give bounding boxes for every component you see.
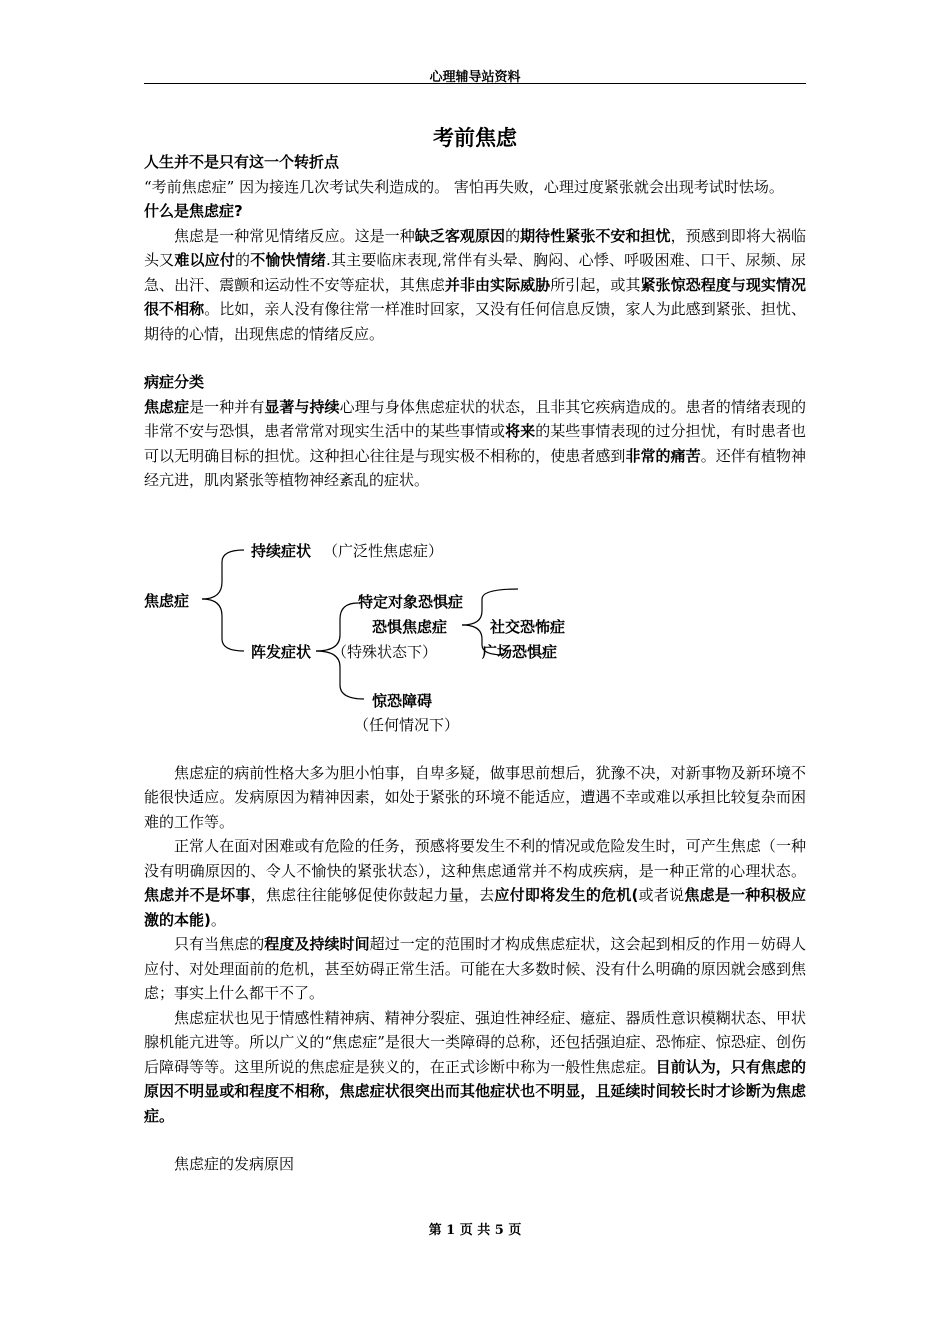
page-header: 心理辅导站资料	[429, 70, 521, 85]
document-title: 考前焦虑	[433, 126, 517, 150]
diagram-panic-disorder: 惊恐障碍	[372, 691, 433, 710]
paragraph-exam-anxiety: “考前焦虑症” 因为接连几次考试失利造成的。 害怕再失败，心理过度紧张就会出现考试时怯场。	[144, 177, 784, 196]
diagram-agoraphobia: 广场恐惧症	[482, 642, 558, 661]
paragraph-classification: 焦虑症是一种并有显著与持续心理与身体焦虑症状的状态，且非其它疾病造成的。患者的情绪表现的非常不安与恐惧，患者常常对现实生活中的某些事情或将来的某些事情表现的过分担忧，有时患者也可以无明确目标的担忧。这种担心往往是与现实极不相称的，使患者感到非常的痛苦。还伴有植物神经亢进，肌肉紧张等植物神经紊乱的症状。	[144, 397, 806, 489]
header-rule	[144, 83, 806, 84]
diagram-panic-note: （任何情况下）	[354, 715, 460, 734]
paragraph-broad-definition: 焦虑症状也见于情感性精神病、精神分裂症、强迫性神经症、癔症、器质性意识模糊状态、甲状腺机能亢进等。所以广义的“焦虑症”是很大一类障碍的总称，还包括强迫症、恐怖症、惊恐症、创伤后障碍等等。这里所说的焦虑症是狭义的，在正式诊断中称为一般性焦虑症。目前认为，只有焦虑的原因不明显或和程度不相称，焦虑症状很突出而其他症状也不明显，且延续时间较长时才诊断为焦虑症。	[144, 1008, 806, 1125]
diagram-phobic-anxiety: 恐惧焦虑症	[372, 617, 448, 636]
diagram-phobia-note: （特殊状态下）	[332, 642, 438, 661]
section-heading-classification: 病症分类	[144, 373, 205, 391]
diagram-social-phobia: 社交恐怖症	[490, 617, 566, 636]
section-heading-what-is: 什么是焦虑症?	[144, 202, 243, 220]
paragraph-causes-heading: 焦虑症的发病原因	[174, 1155, 295, 1173]
paragraph-normal-anxiety: 正常人在面对困难或有危险的任务，预感将要发生不利的情况或危险发生时，可产生焦虑（一种没有明确原因的、令人不愉快的紧张状态），这种焦虑通常并不构成疾病，是一种正常的心理状态。焦虑并不是坏事，焦虑往往能够促使你鼓起力量，去应付即将发生的危机(或者说焦虑是一种积极应激的本能)。	[144, 837, 806, 929]
paragraph-definition: 焦虑是一种常见情绪反应。这是一种缺乏客观原因的期待性紧张不安和担忧，预感到即将大祸临头又难以应付的不愉快情绪.其主要临床表现,常伴有头晕、胸闷、心悸、呼吸困难、口干、尿频、尿急、出汗、震颤和运动性不安等症状，其焦虑并非由实际威胁所引起，或其紧张惊恐程度与现实情况很不相称。比如，亲人没有像往常一样准时回家，又没有任何信息反馈，家人为此感到紧张、担忧、期待的心情，出现焦虑的情绪反应。	[144, 226, 806, 343]
diagram-persistent-note: （广泛性焦虑症）	[323, 541, 444, 560]
diagram-root: 焦虑症	[144, 591, 190, 610]
diagram-brackets	[144, 527, 806, 761]
paragraph-personality: 焦虑症的病前性格大多为胆小怕事，自卑多疑，做事思前想后，犹豫不决，对新事物及新环境不能很快适应。发病原因为精神因素，如处于紧张的环境不能适应，遭遇不幸或难以承担比较复杂而困难的工作等。	[144, 763, 806, 831]
section-heading-turning-point: 人生并不是只有这一个转折点	[144, 153, 340, 171]
diagram-specific-phobia: 特定对象恐惧症	[358, 592, 464, 611]
diagram-persistent: 持续症状	[251, 541, 312, 560]
classification-diagram	[144, 527, 806, 761]
page-footer: 第 1 页 共 5 页	[428, 1223, 522, 1238]
diagram-paroxysmal: 阵发症状	[251, 642, 312, 661]
paragraph-degree-duration: 只有当焦虑的程度及持续时间超过一定的范围时才构成焦虑症状，这会起到相反的作用－妨碍人应付、对处理面前的危机，甚至妨碍正常生活。可能在大多数时候、没有什么明确的原因就会感到焦虑；事实上什么都干不了。	[144, 935, 806, 1002]
document-body	[144, 150, 806, 1177]
